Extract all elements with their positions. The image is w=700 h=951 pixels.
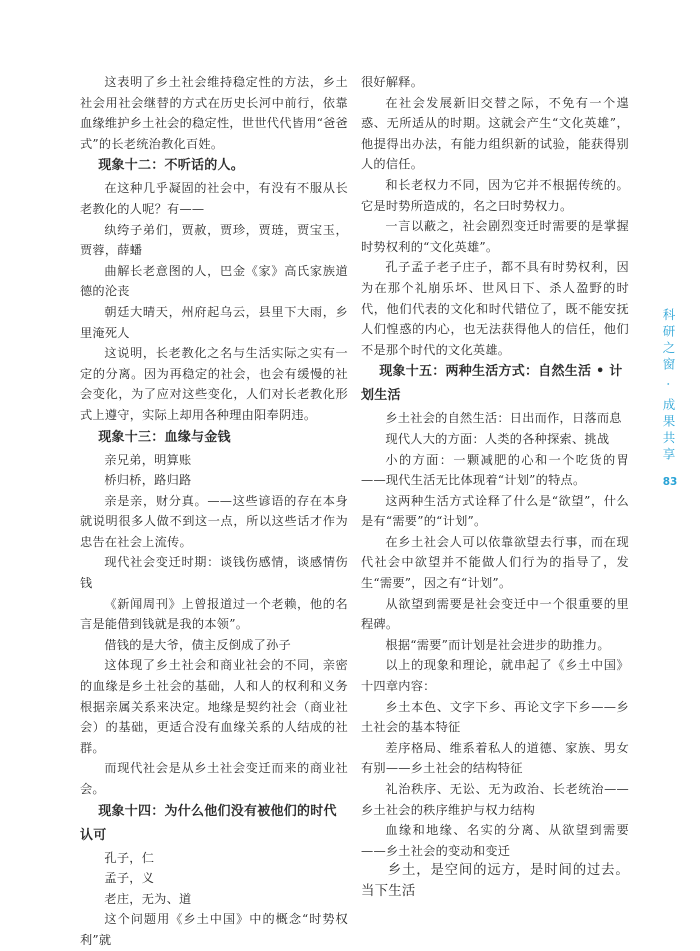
page-number: 83	[662, 475, 678, 488]
right-column	[361, 72, 629, 903]
paragraph: 乡土社会的自然生活：日出而作，日落而息	[385, 411, 622, 426]
sidebar-section-label	[660, 308, 680, 490]
paragraph: 从欲望到需要是社会变迁中一个很重要的里程碑。	[361, 596, 629, 632]
paragraph: 《新闻周刊》上曾报道过一个老赖，他的名言是能借到钱就是我的本领”。	[80, 596, 348, 632]
paragraph: 这说明，长老教化之名与生活实际之实有一定的分离。因为再稳定的社会，也会有缓慢的社会变化，为了应对这些变化，人们对长老教化形式上遵守，实际上却用各种理由阳奉阴违。	[80, 346, 348, 422]
paragraph: 以上的现象和理论，就串起了《乡土中国》十四章内容：	[361, 658, 629, 694]
paragraph: 孔子孟子老子庄子，都不具有时势权利，因为在那个礼崩乐坏、世风日下、杀人盈野的时代，他们代表的文化和时代错位了，既不能安抚人们惶惑的内心，也无法获得他人的信任，他们不是那个时代的文化英雄。	[361, 260, 629, 357]
paragraph: 在社会发展新旧交替之际，不免有一个遑惑、无所适从的时期。这就会产生“文化英雄”，他提得出办法，有能力组织新的试验，能获得别人的信任。	[361, 95, 629, 172]
paragraph: 孔子，仁	[104, 850, 155, 865]
paragraph: 和长老权力不同，因为它并不根据传统的。它是时势所造成的，名之曰时势权力。	[361, 177, 629, 213]
paragraph: 桥归桥，路归路	[104, 473, 192, 488]
paragraph: 这体现了乡土社会和商业社会的不同，亲密的血缘是乡土社会的基础，人和人的权利和义务根据亲属关系来决定。地缘是契约社会（商业社会）的基础，更适合没有血缘关系的人结成的社群。	[80, 658, 348, 755]
paragraph: 现代人大的方面：人类的各种探索、挑战	[385, 431, 610, 446]
paragraph: 亲是亲，财分真。——这些谚语的存在本身就说明很多人做不到这一点，所以这些话才作为忠告在社会上流传。	[80, 493, 348, 549]
section-heading: 现象十四：为什么他们没有被他们的时代认可	[80, 803, 337, 843]
paragraph: 差序格局、维系着私人的道德、家族、男女有别——乡土社会的结构特征	[361, 740, 629, 776]
paragraph: 现代社会变迁时期：谈钱伤感情，谈感情伤钱	[80, 555, 348, 591]
paragraph: 朝廷大晴天，州府起乌云，县里下大雨，乡里淹死人	[80, 304, 348, 340]
paragraph: 很好解释。	[361, 75, 424, 89]
paragraph: 而现代社会是从乡土社会变迁而来的商业社会。	[80, 761, 348, 796]
paragraph: 亲兄弟，明算账	[104, 452, 192, 467]
paragraph: 这个问题用《乡土中国》中的概念“时势权利”就	[80, 912, 348, 947]
paragraph: 借钱的是大爷，债主反倒成了孙子	[104, 637, 291, 652]
paragraph: 乡土，是空间的远方，是时间的过去。当下生活	[361, 863, 629, 899]
section-heading: 现象十三：血缘与金钱	[98, 429, 231, 445]
paragraph: 礼治秩序、无讼、无为政治、长老统治——乡土社会的秩序维护与权力结构	[361, 782, 629, 817]
section-heading: 现象十五：两种生活方式：自然生活 • 计划生活	[361, 364, 623, 404]
paragraph: 老庄，无为、道	[104, 891, 192, 906]
section-heading: 现象十二：不听话的人。	[98, 158, 244, 174]
paragraph: 血缘和地缘、名实的分离、从欲望到需要——乡土社会的变动和变迁	[361, 823, 629, 858]
paragraph: 乡土本色、文字下乡、再论文字下乡——乡土社会的基本特征	[361, 699, 629, 735]
paragraph: 在这种几乎凝固的社会中，有没有不服从长老教化的人呢？有——	[80, 181, 348, 216]
paragraph: 小的方面：一颗减肥的心和一个吃货的胃——现代生活无比体现着“计划”的特点。	[361, 452, 629, 488]
paragraph: 孟子，义	[104, 871, 155, 886]
paragraph: 这表明了乡土社会维持稳定性的方法，乡土社会用社会继替的方式在历史长河中前行，依靠血缘维护乡土社会的稳定性，世世代代皆用“爸爸式”的长老统治教化百姓。	[80, 75, 348, 151]
paragraph: 纨绔子弟们，贾赦，贾珍，贾琏，贾宝玉，贾蓉，薛蟠	[80, 222, 348, 258]
paragraph: 这两种生活方式诠释了什么是“欲望”，什么是有“需要”的“计划”。	[361, 493, 629, 529]
left-column	[80, 72, 348, 951]
paragraph: 在乡土社会人可以依靠欲望去行事，而在现代社会中欲望并不能做人们行为的指导了，发生“需要”，因之有“计划”。	[361, 534, 629, 591]
paragraph: 一言以蔽之，社会剧烈变迁时需要的是掌握时势权利的“文化英雄”。	[361, 219, 629, 254]
section-title: 科研之窗 · 成果共享	[661, 308, 676, 464]
paragraph: 根据“需要”而计划是社会进步的助推力。	[385, 637, 610, 652]
paragraph: 曲解长老意图的人，巴金《家》高氏家族道德的沦丧	[80, 263, 348, 299]
